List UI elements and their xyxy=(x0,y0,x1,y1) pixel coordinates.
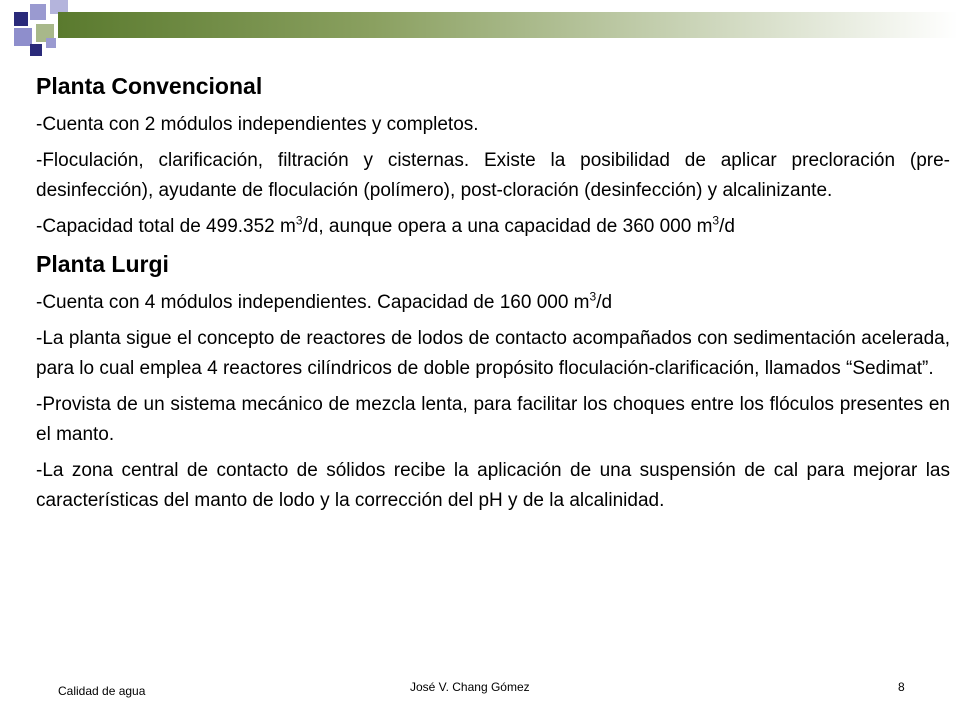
section-heading: Planta Lurgi xyxy=(36,251,169,277)
page-number: 8 xyxy=(898,680,905,694)
navy-square xyxy=(30,44,42,56)
periwinkle-square xyxy=(46,38,56,48)
paragraph: -Provista de un sistema mecánico de mezcla lenta, para facilitar los choques entre los flóculos presentes en el manto. xyxy=(36,394,950,445)
superscript: 3 xyxy=(712,213,720,228)
text-segment: -Cuenta con 4 módulos independientes. Capacidad de 160 000 m xyxy=(36,292,590,313)
footer-author: José V. Chang Gómez xyxy=(410,680,530,694)
paragraph: -Floculación, clarificación, filtración y cisternas. Existe la posibilidad de aplicar precloración (pre-desinfección), ayudante de floculación (polímero), post-cloración (desinfección) y alcalinizante. xyxy=(36,150,950,201)
capacity-line xyxy=(36,288,950,318)
section-heading: Planta Convencional xyxy=(36,73,263,99)
footer-left: Calidad de agua xyxy=(58,684,146,698)
paragraph: -Cuenta con 2 módulos independientes y completos. xyxy=(36,114,479,135)
superscript: 3 xyxy=(589,289,597,304)
header-gradient-bar xyxy=(58,12,958,38)
paragraph: -La planta sigue el concepto de reactores de lodos de contacto acompañados con sedimentación acelerada, para lo cual emplea 4 reactores cilíndricos de doble propósito floculación-clarificación, llamados “Sedimat”. xyxy=(36,328,950,379)
paragraph: -La zona central de contacto de sólidos recibe la aplicación de una suspensión de cal para mejorar las características del manto de lodo y la corrección del pH y de la alcalinidad. xyxy=(36,460,950,511)
superscript: 3 xyxy=(295,213,303,228)
capacity-line xyxy=(36,212,950,242)
text-segment: /d, aunque opera a una capacidad de 360 000 m xyxy=(302,216,713,237)
text-segment: -Capacidad total de 499.352 m xyxy=(36,216,296,237)
text-segment: /d xyxy=(596,292,613,313)
periwinkle-square xyxy=(30,4,46,20)
navy-square xyxy=(14,12,28,26)
text-segment: /d xyxy=(719,216,735,237)
slide-content xyxy=(36,70,950,522)
